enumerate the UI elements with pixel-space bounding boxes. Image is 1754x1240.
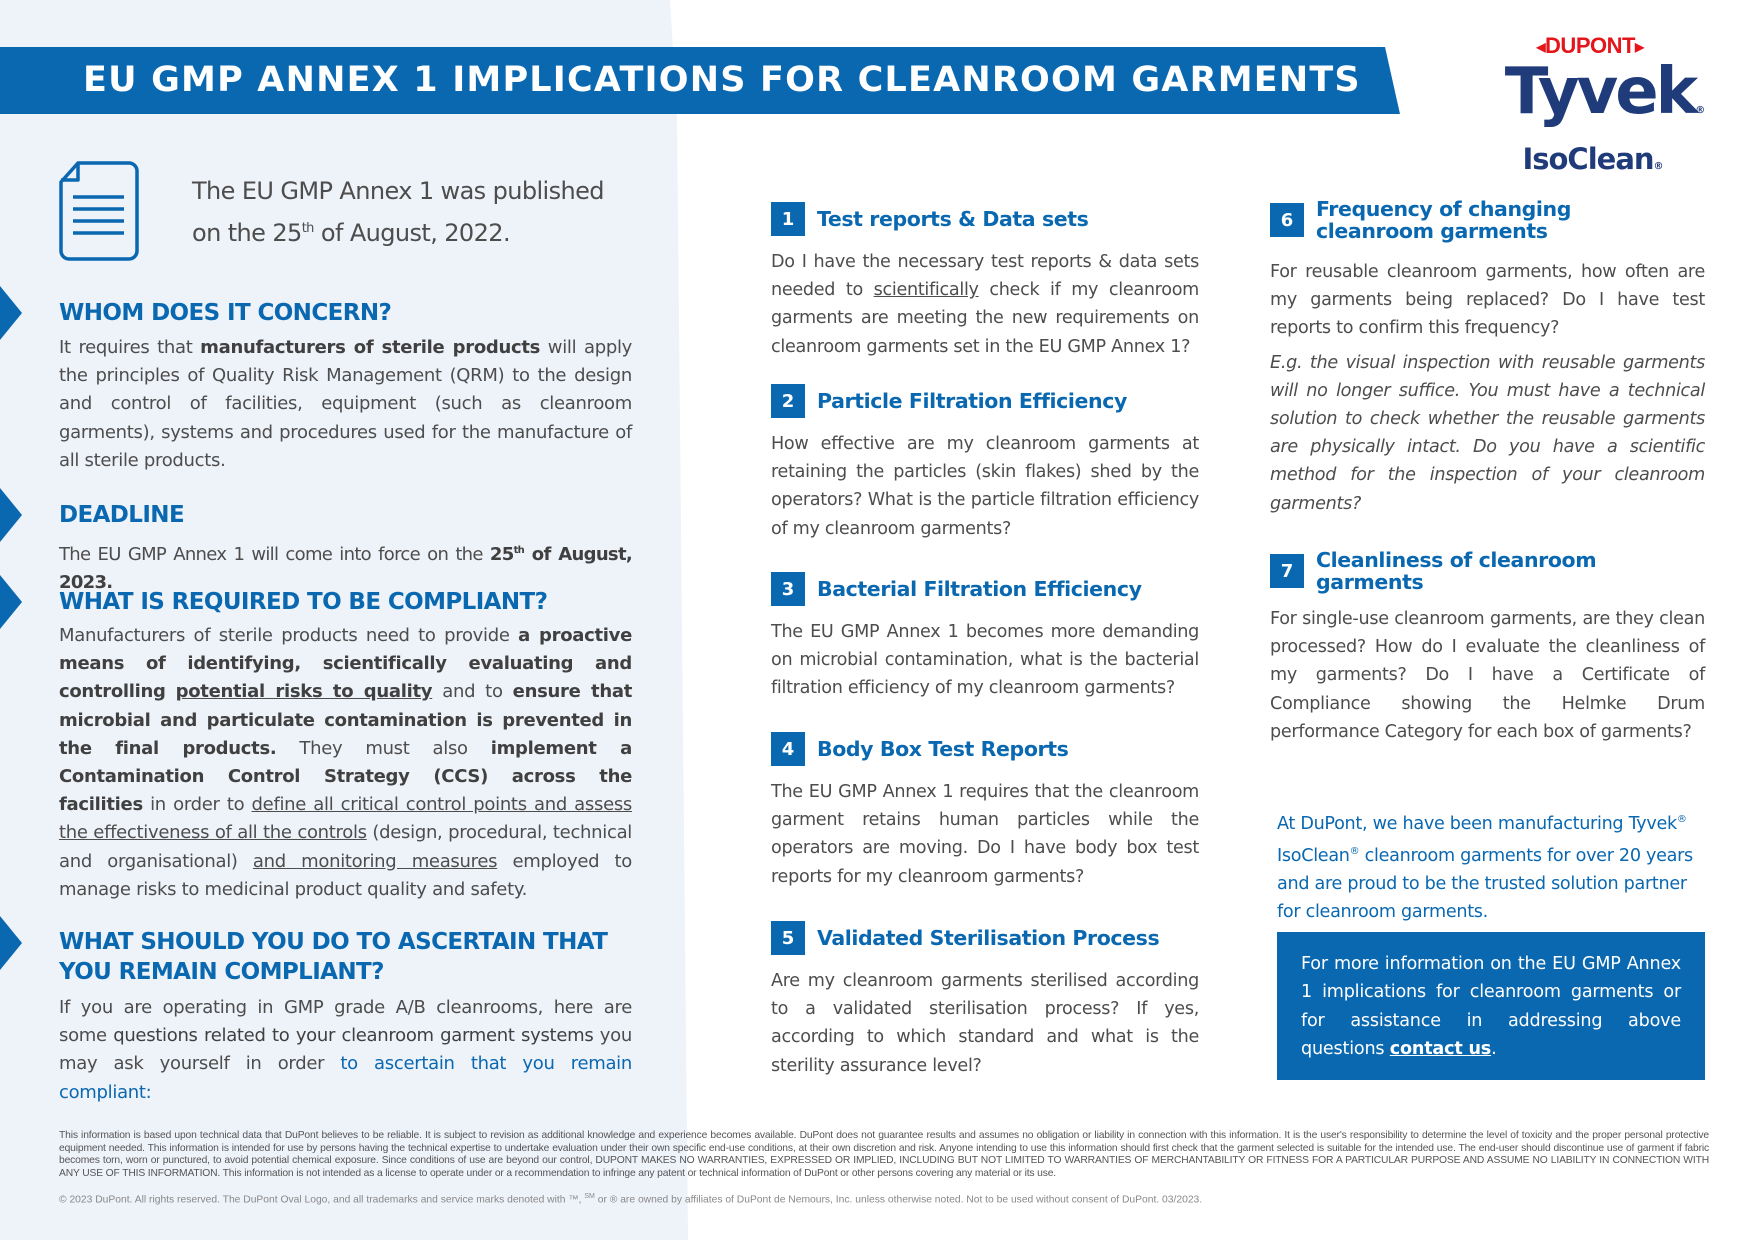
- question-body: How effective are my cleanroom garments at retaining the particles (skin flakes) shed by the operators? What is the particle filtration efficiency of my cleanroom garments?: [771, 434, 1199, 539]
- question-4: [771, 732, 1199, 891]
- document-icon: [58, 160, 140, 262]
- chevron-right-icon: [0, 488, 22, 542]
- paragraph-deadline: The EU GMP Annex 1 will come into force on the 25th of August, 2023.: [59, 544, 632, 594]
- copyright-notice: © 2023 DuPont. All rights reserved. The DuPont Oval Logo, and all trademarks and service marks denoted with ™, ℠ or ® are owned by affiliates of DuPont de Nemours, Inc. unless otherwise noted. Not to be used without consent of DuPont. 03/2023.: [59, 1193, 1203, 1206]
- heading-required-compliant: WHAT IS REQUIRED TO BE COMPLIANT?: [59, 589, 548, 615]
- dupont-oval-logo: ◀DUPONT▶: [1536, 33, 1644, 58]
- chevron-right-icon: [0, 575, 22, 629]
- question-title: Cleanliness of cleanroom garments: [1316, 548, 1597, 594]
- question-title: Test reports & Data sets: [817, 207, 1089, 231]
- contact-us-link[interactable]: contact us: [1389, 1039, 1492, 1060]
- number-badge: 6: [1270, 203, 1304, 237]
- question-title: Body Box Test Reports: [817, 737, 1069, 761]
- question-body: Do I have the necessary test reports & data sets needed to scientifically check if my cleanroom garments are meeting the new requirements on cleanroom garments set in the EU GMP Annex 1?: [771, 252, 1199, 357]
- question-body: The EU GMP Annex 1 becomes more demanding on microbial contamination, what is the bacterial filtration efficiency of my cleanroom garments?: [771, 622, 1199, 699]
- number-badge: 3: [771, 572, 805, 606]
- number-badge: 1: [771, 202, 805, 236]
- number-badge: 5: [771, 921, 805, 955]
- legal-disclaimer: This information is based upon technical data that DuPont believes to be reliable. It is subject to revision as additional knowledge and experience becomes available. DuPont does not guarantee results and assumes no obligation or liability in connection with this information. It is the user's responsibility to determine the level of toxicity and the proper personal protective equipment needed. This information is intended for use by persons having the technical expertise to undertake evaluation under their own specific end-use conditions, at their own discretion and risk. Anyone intending to use this information should first check that the garment selected is suitable for the intended use. The end-user should discontinue use of garment if fabric becomes torn, worn or punctured, to avoid potential chemical exposure. Since conditions of use are beyond our control, DUPONT MAKES NO WARRANTIES, EXPRESSED OR IMPLIED, INCLUDING BUT NOT LIMITED TO WARRANTIES OF MERCHANTABILITY OR FITNESS FOR A PARTICULAR PURPOSE AND ASSUME NO LIABILITY IN CONNECTION WITH ANY USE OF THIS INFORMATION. This information is not intended as a license to operate under or a recommendation to infringe any patent or technical information of DuPont or other persons covering any material or its use.: [59, 1130, 1709, 1179]
- question-body: For single-use cleanroom garments, are they clean processed? How do I evaluate the cleanliness of my garments? Do I have a Certificate of Compliance showing the Helmke Drum performance Category for each box of garments?: [1270, 609, 1705, 742]
- heading-ascertain-compliant: WHAT SHOULD YOU DO TO ASCERTAIN THAT YOU REMAIN COMPLIANT?: [59, 929, 608, 985]
- tyvek-isoclean-logo: [1500, 33, 1710, 177]
- tyvek-wordmark: Tyvek®: [1504, 55, 1706, 130]
- page-title: EU GMP ANNEX 1 IMPLICATIONS FOR CLEANROOM GARMENTS: [83, 60, 1361, 100]
- heading-deadline: DEADLINE: [59, 502, 185, 528]
- number-badge: 2: [771, 384, 805, 418]
- question-body: The EU GMP Annex 1 requires that the cleanroom garment retains human particles while the operators are moving. Do I have body box test reports for my cleanroom garments?: [771, 782, 1199, 887]
- contact-callout: For more information on the EU GMP Annex 1 implications for cleanroom garments or for assistance in addressing above questions contact us.: [1277, 932, 1705, 1080]
- chevron-right-icon: [0, 916, 22, 970]
- question-body: For reusable cleanroom garments, how often are my garments being replaced? Do I have test reports to confirm this frequency?: [1270, 262, 1705, 339]
- question-title: Bacterial Filtration Efficiency: [817, 577, 1142, 601]
- question-1: [771, 202, 1199, 361]
- question-note: E.g. the visual inspection with reusable garments will no longer suffice. You must have a technical solution to check whether the reusable garments are physically intact. Do you have a scientific method for the inspection of your cleanroom garments?: [1270, 352, 1705, 514]
- dupont-statement: At DuPont, we have been manufacturing Tyvek® IsoClean® cleanroom garments for over 20 years and are proud to be the trusted solution partner for cleanroom garments.: [1277, 813, 1693, 923]
- paragraph-required-compliant: Manufacturers of sterile products need to provide a proactive means of identifying, scientifically evaluating and controlling potential risks to quality and to ensure that microbial and particulate contamination is prevented in the final products. They must also implement a Contamination Control Strategy (CCS) across the facilities in order to define all critical control points and assess the effectiveness of all the controls (design, procedural, technical and organisational) and monitoring measures employed to manage risks to medicinal product quality and safety.: [59, 625, 632, 900]
- heading-whom-concern: WHOM DOES IT CONCERN?: [59, 300, 392, 326]
- question-body: Are my cleanroom garments sterilised according to a validated sterilisation process? If yes, according to which standard and what is the sterility assurance level?: [771, 971, 1199, 1076]
- chevron-right-icon: [0, 286, 22, 340]
- isoclean-wordmark: IsoClean®: [1522, 142, 1664, 177]
- paragraph-whom-concern: It requires that manufacturers of sterile products will apply the principles of Quality Risk Management (QRM) to the design and control of facilities, equipment (such as cleanroom garments), systems and procedures used for the manufacture of all sterile products.: [59, 337, 633, 471]
- number-badge: 7: [1270, 554, 1304, 588]
- question-5: [771, 921, 1199, 1080]
- question-7: [1270, 549, 1705, 746]
- number-badge: 4: [771, 732, 805, 766]
- publication-date-text: The EU GMP Annex 1 was published on the 25th of August, 2022.: [192, 177, 604, 247]
- question-6: [1270, 198, 1705, 518]
- question-2: [771, 384, 1199, 543]
- question-title: Frequency of changing cleanroom garments: [1316, 197, 1572, 243]
- question-title: Particle Filtration Efficiency: [817, 389, 1127, 413]
- question-3: [771, 572, 1199, 703]
- paragraph-ascertain-compliant: If you are operating in GMP grade A/B cleanrooms, here are some questions related to your cleanroom garment systems you may ask yourself in order to ascertain that you remain compliant:: [59, 997, 632, 1103]
- question-title: Validated Sterilisation Process: [817, 926, 1160, 950]
